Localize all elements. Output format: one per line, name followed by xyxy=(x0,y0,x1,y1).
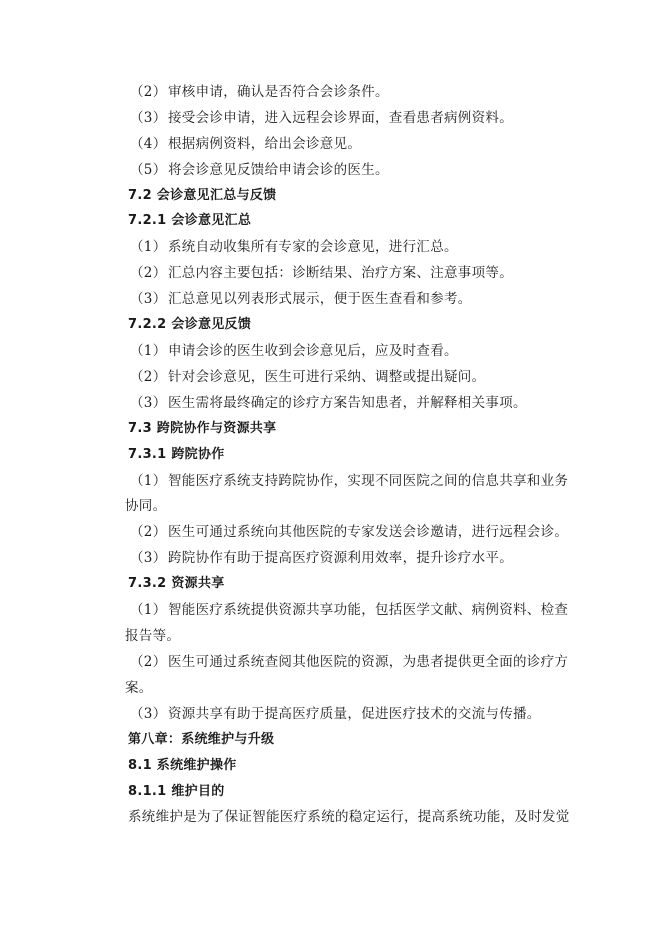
list-item: （3） 资源共享有助于提高医疗质量，促进医疗技术的交流与传播。 xyxy=(130,706,541,722)
subsection-heading: 7.2.1 会诊意见汇总 xyxy=(128,213,252,228)
list-item-continuation: 报告等。 xyxy=(125,628,181,644)
subsection-heading: 7.2.2 会诊意见反馈 xyxy=(128,317,252,332)
list-item: （1） 申请会诊的医生收到会诊意见后，应及时查看。 xyxy=(130,343,458,359)
list-item: （2） 医生可通过系统向其他医院的专家发送会诊邀请，进行远程会诊。 xyxy=(130,524,569,540)
list-item: （3） 接受会诊申请，进入远程会诊界面，查看患者病例资料。 xyxy=(130,110,513,126)
list-item: （1） 系统自动收集所有专家的会诊意见，进行汇总。 xyxy=(130,239,458,255)
list-item: （3） 跨院协作有助于提高医疗资源利用效率，提升诊疗水平。 xyxy=(130,550,513,566)
list-item: （2） 针对会诊意见，医生可进行采纳、调整或提出疑问。 xyxy=(130,369,486,385)
list-item: （2） 医生可通过系统查阅其他医院的资源，为患者提供更全面的诊疗方 xyxy=(130,654,569,670)
list-item: （4） 根据病例资料，给出会诊意见。 xyxy=(130,136,362,152)
section-heading: 7.2 会诊意见汇总与反馈 xyxy=(128,188,277,203)
list-item: （1） 智能医疗系统提供资源共享功能，包括医学文献、病例资料、检查 xyxy=(130,602,569,618)
list-item-continuation: 协同。 xyxy=(125,498,167,514)
list-item-continuation: 案。 xyxy=(125,680,153,696)
list-item: （2） 汇总内容主要包括：诊断结果、治疗方案、注意事项等。 xyxy=(130,265,513,281)
subsection-heading: 8.1.1 维护目的 xyxy=(128,784,225,799)
subsection-heading: 7.3.2 资源共享 xyxy=(128,576,225,591)
subsection-heading: 7.3.1 跨院协作 xyxy=(128,447,225,462)
list-item: （1） 智能医疗系统支持跨院协作，实现不同医院之间的信息共享和业务 xyxy=(130,473,569,489)
paragraph: 系统维护是为了保证智能医疗系统的稳定运行，提高系统功能，及时发觉 xyxy=(128,809,570,825)
chapter-heading: 第八章：系统维护与升级 xyxy=(128,732,275,747)
section-heading: 8.1 系统维护操作 xyxy=(128,758,237,773)
list-item: （3） 医生需将最终确定的诊疗方案告知患者，并解释相关事项。 xyxy=(130,395,527,411)
list-item: （5） 将会诊意见反馈给申请会诊的医生。 xyxy=(130,162,389,178)
list-item: （3） 汇总意见以列表形式展示，便于医生查看和参考。 xyxy=(130,291,472,307)
list-item: （2） 审核申请，确认是否符合会诊条件。 xyxy=(130,84,389,100)
section-heading: 7.3 跨院协作与资源共享 xyxy=(128,421,277,436)
